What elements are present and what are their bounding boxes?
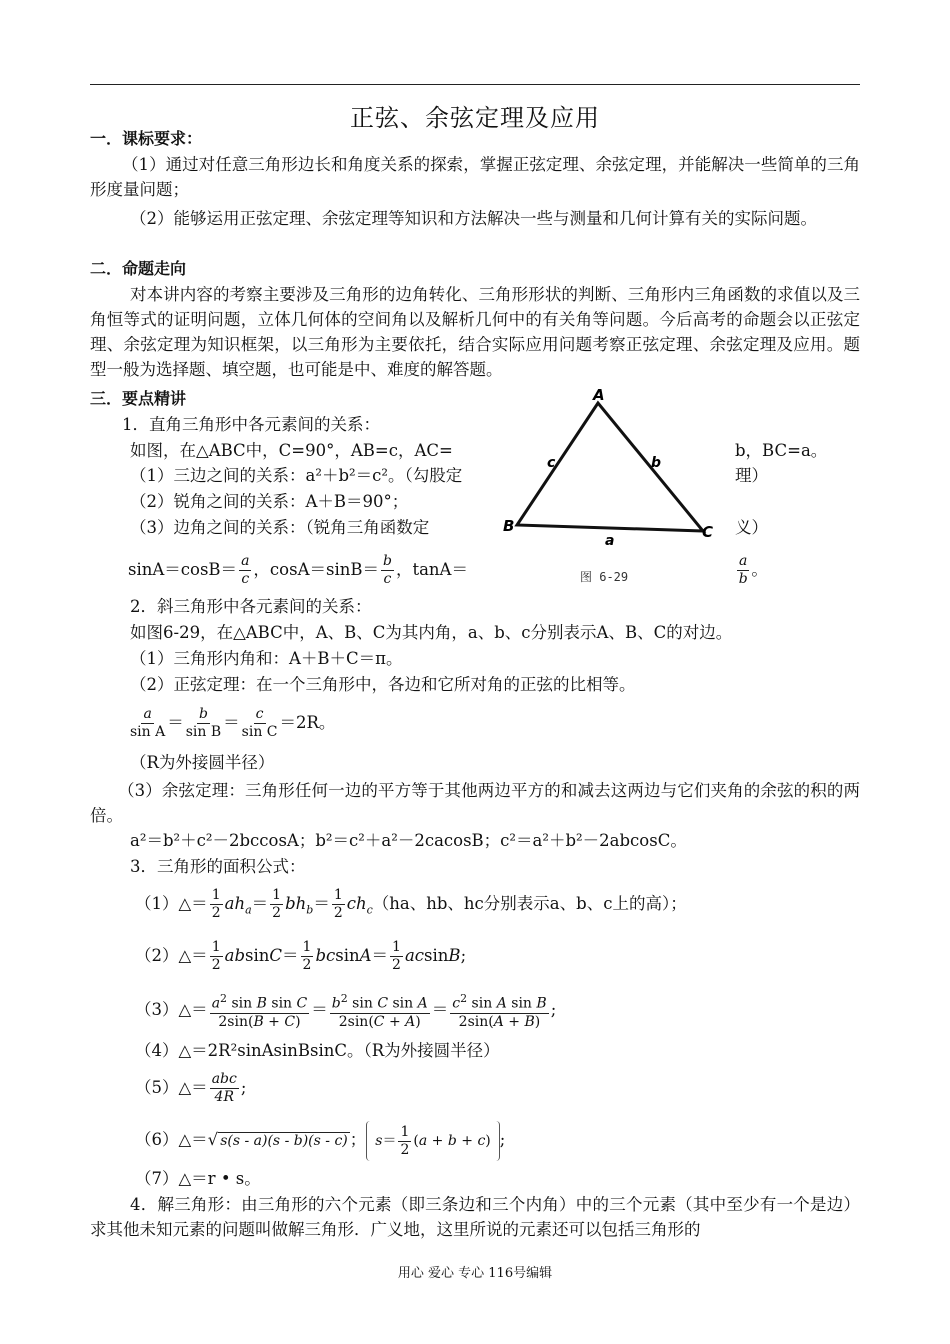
section-heading-1: 一．课标要求： bbox=[90, 129, 203, 148]
right-triangle-line-2: （1）三边之间的关系：a²＋b²＝c²。（勾股定 bbox=[130, 466, 463, 485]
right-triangle-line-2b: 理） bbox=[735, 466, 768, 485]
header-rule bbox=[90, 84, 860, 85]
right-triangle-line-4b: 义） bbox=[735, 518, 768, 537]
area-formula-3: （3）△＝ $\frac{a^2 \sin B \sin C}{2\sin(B + C)}$ ＝ $\frac{b^2 \sin C \sin A}{2\sin(C + A)}$ ＝ $\frac{c^2 \sin A \sin B}{2\sin(A + B)}$ ; bbox=[135, 992, 557, 1030]
sec1-paragraph-2: （2）能够运用正弦定理、余弦定理等知识和方法解决一些与测量和几何计算有关的实际问题。 bbox=[130, 209, 817, 228]
sec2-paragraph: 对本讲内容的考察主要涉及三角形的边角转化、三角形形状的判断、三角形内三角函数的求值以及三角恒等式的证明问题，立体几何体的空间角以及解析几何中的有关角等问题。今后高考的命题会以正弦定理、余弦定理为知识框架，以三角形为主要依托，结合实际应用问题考察正弦定理、余弦定理及应用。题型一般为选择题、填空题，也可能是中、难度的解答题。 bbox=[90, 285, 860, 379]
cosine-law-text: （3）余弦定理：三角形任何一边的平方等于其他两边平方的和减去这两边与它们夹角的余弦的积的两倍。 bbox=[90, 781, 860, 825]
right-triangle-line-1b: b，BC=a。 bbox=[735, 441, 828, 460]
vertex-label-b: B bbox=[503, 517, 515, 535]
vertex-label-c: C bbox=[702, 523, 714, 541]
area-formula-4: （4）△＝2R²sinAsinBsinC。（R为外接圆半径） bbox=[135, 1041, 500, 1060]
sec3-item3-title: 3．三角形的面积公式： bbox=[130, 857, 306, 876]
fraction-b-over-sinB: $\frac{b}{\text{sin B}}$ bbox=[185, 706, 222, 740]
triangle-figure bbox=[495, 385, 725, 565]
area-formula-7: （7）△＝r • s。 bbox=[135, 1169, 261, 1188]
side-label-c: c bbox=[547, 455, 556, 471]
area-formula-1: （1）△＝ $\frac{1}{2}$ $ah_a=$ $\frac{1}{2}$ $bh_b=$ $\frac{1}{2}$ $ch_c(ha$、hb、hc分别表示a、b、c上的高）； bbox=[135, 887, 687, 921]
fraction-a-over-b: $\frac{a}{b}$ bbox=[738, 553, 748, 587]
section-heading-2: 二．命题走向 bbox=[90, 259, 187, 278]
sine-law-note: （R为外接圆半径） bbox=[130, 753, 275, 772]
right-triangle-line-1: 如图，在△ABC中，C=90°，AB=c，AC= bbox=[130, 441, 453, 460]
vertex-label-a: A bbox=[593, 386, 605, 404]
section-heading-3: 三．要点精讲 bbox=[90, 389, 187, 408]
sine-law-formula: $\frac{a}{\text{sin A}}$ ＝ $\frac{b}{\text{sin B}}$ ＝ $\frac{c}{\text{sin C}}$ ＝2R。 bbox=[130, 706, 336, 740]
triangle-shape bbox=[517, 403, 703, 531]
fraction-a-over-sinA: $\frac{a}{\text{sin A}}$ bbox=[130, 706, 166, 740]
right-triangle-trig-line: sinA＝cosB＝ $\frac{a}{c}$ ，cosA＝sinB＝ $\frac{b}{c}$ ，tanA＝ bbox=[128, 553, 468, 587]
oblique-line-3: （2）正弦定理：在一个三角形中，各边和它所对角的正弦的比相等。 bbox=[130, 675, 636, 694]
figure-caption: 图 6-29 bbox=[580, 570, 629, 584]
fraction-c-over-sinC: $\frac{c}{\text{sin C}}$ bbox=[241, 706, 278, 740]
page-title: 正弦、余弦定理及应用 bbox=[350, 104, 600, 132]
fraction-b-over-c: $\frac{b}{c}$ bbox=[382, 553, 392, 587]
right-triangle-trig-line-b: $\frac{a}{b}$ 。 bbox=[738, 553, 768, 587]
right-triangle-line-4: （3）边角之间的关系：（锐角三角函数定 bbox=[130, 518, 430, 537]
oblique-line-1: 如图6-29，在△ABC中，A、B、C为其内角，a、b、c分别表示A、B、C的对边。 bbox=[130, 623, 733, 642]
page-footer: 用心 爱心 专心 116号编辑 bbox=[397, 1266, 553, 1281]
solving-triangle-text: 4．解三角形：由三角形的六个元素（即三条边和三个内角）中的三个元素（其中至少有一个是边）求其他未知元素的问题叫做解三角形．广义地，这里所说的元素还可以包括三角形的 bbox=[90, 1195, 860, 1239]
side-label-b: b bbox=[651, 455, 662, 471]
side-label-a: a bbox=[605, 533, 615, 549]
fraction-a-over-c: $\frac{a}{c}$ bbox=[241, 553, 250, 587]
oblique-line-2: （1）三角形内角和：A＋B＋C＝π。 bbox=[130, 649, 403, 668]
area-formula-5: （5）△＝ $\frac{\text{abc}}{4R}$ ; bbox=[135, 1071, 247, 1105]
area-formula-2: （2）△＝ $\frac{1}{2}$ absinC＝ $\frac{1}{2}$ bcsinA＝ $\frac{1}{2}$ acsinB; bbox=[135, 939, 467, 973]
area-formula-6: （6）△＝√ s(s - a)(s - b)(s - c) ； s＝ $\frac{1}{2}$ (a + b + c) ; bbox=[135, 1120, 505, 1161]
sec3-item1-title: 1．直角三角形中各元素间的关系： bbox=[122, 415, 380, 434]
right-triangle-line-3: （2）锐角之间的关系：A＋B＝90°； bbox=[130, 492, 409, 511]
sec3-item2-title: 2．斜三角形中各元素间的关系： bbox=[130, 597, 372, 616]
sec1-paragraph-1: （1）通过对任意三角形边长和角度关系的探索，掌握正弦定理、余弦定理，并能解决一些简单的三角形度量问题； bbox=[90, 155, 860, 199]
cosine-law-formula: a²＝b²＋c²－2bccosA；b²＝c²＋a²－2cacosB；c²＝a²＋b²－2abcosC。 bbox=[130, 831, 687, 850]
